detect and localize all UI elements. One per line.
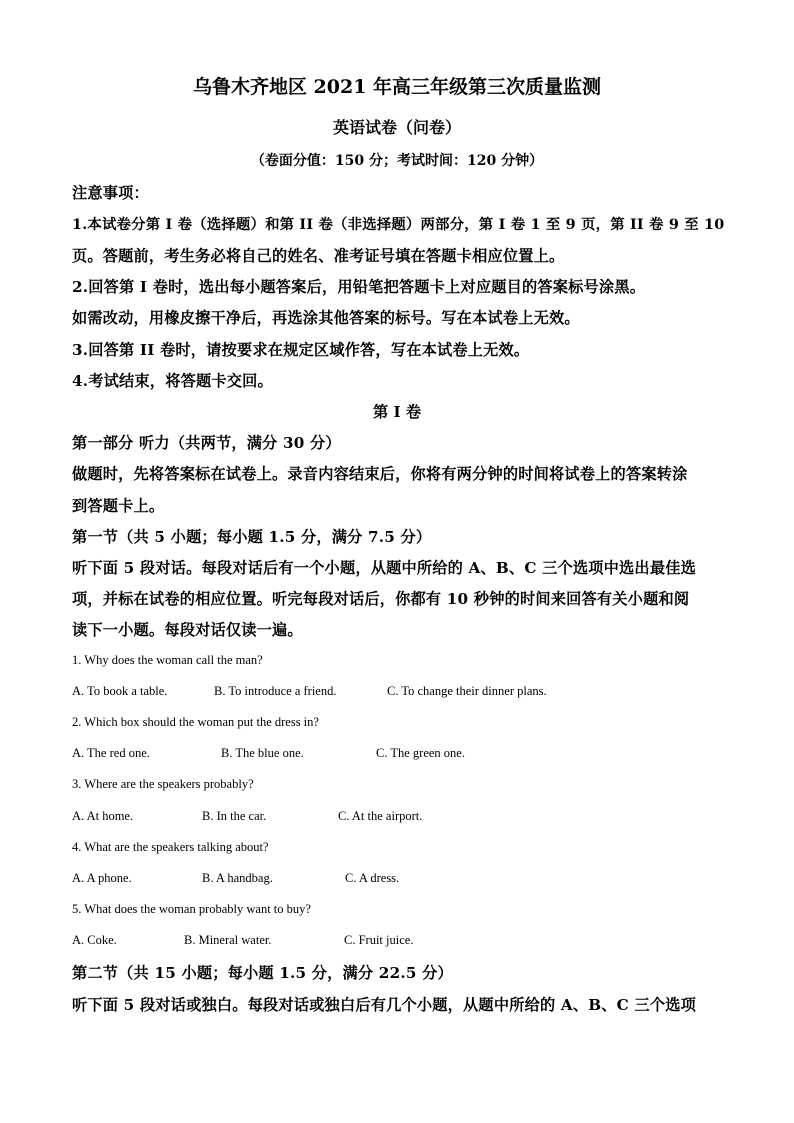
question-4-option-c: C. A dress. (345, 871, 400, 885)
section1-heading: 第一节（共 5 小题；每小题 1.5 分，满分 7.5 分） (72, 528, 432, 546)
exam-title: 乌鲁木齐地区 2021 年高三年级第三次质量监测 (192, 76, 602, 98)
part1-intro-line-1: 做题时，先将答案标在试卷上。录音内容结束后，你将有两分钟的时间将试卷上的答案转涂 (72, 465, 688, 483)
part1-intro-line-2: 到答题卡上。 (72, 497, 165, 515)
section1-intro-line-3: 读下一小题。每段对话仅读一遍。 (72, 621, 303, 639)
exam-subtitle: 英语试卷（问卷） (332, 118, 461, 137)
question-3-option-b: B. In the car. (202, 809, 267, 823)
question-1-stem: 1. Why does the woman call the man? (72, 653, 263, 667)
section1-intro-line-1: 听下面 5 段对话。每段对话后有一个小题，从题中所给的 A、B、C 三个选项中选出最佳选 (72, 559, 696, 577)
question-1-option-c: C. To change their dinner plans. (387, 684, 547, 698)
question-5-option-c: C. Fruit juice. (344, 933, 414, 947)
question-3-option-c: C. At the airport. (338, 809, 423, 823)
section2-heading: 第二节（共 15 小题；每小题 1.5 分，满分 22.5 分） (72, 964, 453, 982)
part1-heading: 第一部分 听力（共两节，满分 30 分） (72, 434, 341, 452)
volume-title: 第 I 卷 (372, 403, 422, 421)
notice-item-4: 4.考试结束，将答题卡交回。 (72, 372, 273, 390)
question-4-option-a: A. A phone. (72, 871, 132, 885)
question-5-option-a: A. Coke. (72, 933, 117, 947)
question-1-option-a: A. To book a table. (72, 684, 168, 698)
notice-heading: 注意事项： (72, 184, 149, 202)
question-2-stem: 2. Which box should the woman put the dress in? (72, 715, 319, 729)
question-3-option-a: A. At home. (72, 809, 134, 823)
notice-item-1-line-2: 页。答题前，考生务必将自己的姓名、准考证号填在答题卡相应位置上。 (72, 247, 565, 265)
question-1-option-b: B. To introduce a friend. (214, 684, 337, 698)
notice-item-1-line-1: 1.本试卷分第 I 卷（选择题）和第 II 卷（非选择题）两部分，第 I 卷 1 至 9 页，第 II 卷 9 至 10 (72, 216, 725, 233)
question-2-option-a: A. The red one. (72, 746, 150, 760)
question-4-option-b: B. A handbag. (202, 871, 273, 885)
section2-intro-line-1: 听下面 5 段对话或独白。每段对话或独白后有几个小题，从题中所给的 A、B、C 三个选项 (72, 996, 696, 1014)
score-time-note: （卷面分值：150 分；考试时间：120 分钟） (250, 153, 544, 169)
section1-intro-line-2: 项，并标在试卷的相应位置。听完每段对话后，你都有 10 秒钟的时间来回答有关小题和阅 (72, 590, 690, 608)
question-5-stem: 5. What does the woman probably want to buy? (72, 902, 311, 916)
question-2-option-b: B. The blue one. (221, 746, 304, 760)
question-2-option-c: C. The green one. (376, 746, 465, 760)
question-4-stem: 4. What are the speakers talking about? (72, 840, 269, 854)
question-5-option-b: B. Mineral water. (184, 933, 272, 947)
notice-item-2-line-1: 2.回答第 I 卷时，选出每小题答案后，用铅笔把答题卡上对应题目的答案标号涂黑。 (72, 278, 646, 296)
notice-item-3: 3.回答第 II 卷时，请按要求在规定区域作答，写在本试卷上无效。 (72, 341, 530, 359)
question-3-stem: 3. Where are the speakers probably? (72, 777, 254, 791)
notice-item-2-line-2: 如需改动，用橡皮擦干净后，再选涂其他答案的标号。写在本试卷上无效。 (72, 309, 580, 327)
